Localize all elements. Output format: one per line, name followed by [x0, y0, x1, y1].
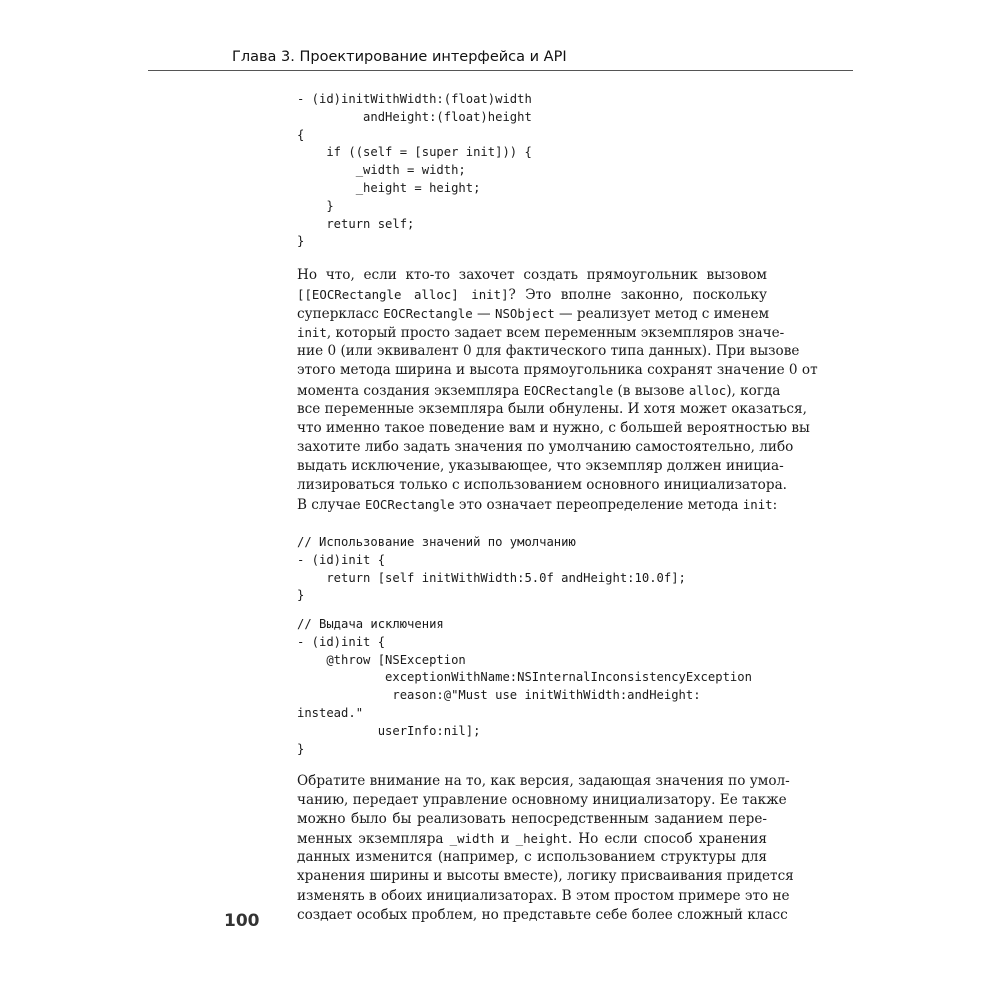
- code-line: _height = height;: [297, 180, 481, 195]
- text-run: что именно такое поведение вам и нужно, с большей вероятностью вы: [297, 419, 810, 436]
- text-run: этого метода ширина и высота прямоугольника сохранят значение 0 от: [297, 362, 818, 379]
- text-run: создает особых проблем, но представьте себе более сложный класс: [297, 906, 788, 923]
- text-line: [297, 887, 790, 906]
- text-run: захотите либо задать значения по умолчанию самостоятельно, либо: [297, 438, 794, 455]
- text-run: можно было бы реализовать непосредственным заданием пере-: [297, 811, 767, 828]
- header-rule: [148, 70, 853, 71]
- inline-code: init: [297, 325, 327, 341]
- text-run: ние 0 (или эквивалент 0 для фактического типа данных). При вызове: [297, 343, 800, 360]
- text-line: [297, 772, 790, 791]
- inline-code: init: [742, 497, 773, 513]
- text-run: ? Это вполне законно, поскольку: [508, 287, 767, 304]
- text-run: хранения ширины и высоты вместе), логику присваивания придется: [297, 868, 794, 885]
- inline-code: EOCRectangle: [383, 306, 473, 322]
- text-run: выдать исключение, указывающее, что экземпляр должен инициа-: [297, 457, 784, 474]
- code-line: }: [297, 588, 305, 603]
- inline-code: _width: [449, 831, 495, 847]
- code-line: }: [297, 741, 305, 756]
- code-line: if ((self = [super init])) {: [297, 145, 532, 160]
- page-number: 100: [224, 911, 260, 931]
- text-line: [297, 495, 778, 514]
- text-run: (в вызове: [613, 382, 689, 399]
- inline-code: alloc: [688, 382, 727, 398]
- code-block-init-with-width: [297, 91, 532, 251]
- text-run: и: [494, 831, 516, 848]
- inline-code: _height: [515, 831, 568, 847]
- text-run: Обратите внимание на то, как версия, задающая значения по умол-: [297, 773, 790, 789]
- code-line: reason:@"Must use initWithWidth:andHeight:: [297, 688, 701, 703]
- text-line: [297, 457, 784, 476]
- text-run: В случае: [297, 497, 366, 514]
- text-run: чанию, передает управление основному инициализатору. Ее также: [297, 792, 787, 809]
- inline-code: [[EOCRectangle alloc] init]: [297, 287, 509, 303]
- code-line: userInfo:nil];: [297, 723, 481, 738]
- code-line: return self;: [297, 216, 415, 231]
- text-line: [297, 791, 787, 810]
- code-line: _width = width;: [297, 163, 466, 178]
- text-line: [297, 361, 818, 380]
- text-line: [297, 810, 767, 829]
- text-line: [297, 476, 787, 495]
- code-line: }: [297, 198, 334, 213]
- code-line: - (id)init {: [297, 634, 386, 649]
- text-run: все переменные экземпляра были обнулены. И хотя может оказаться,: [297, 400, 807, 417]
- text-run: суперкласс: [297, 306, 384, 323]
- text-run: , который просто задает всем переменным экземпляров значе-: [326, 325, 785, 342]
- text-run: — реализует метод с именем: [554, 306, 770, 323]
- text-run: изменять в обоих инициализаторах. В этом простом примере это не: [297, 887, 790, 904]
- chapter-header: Глава 3. Проектирование интерфейса и API: [232, 49, 567, 65]
- code-line: - (id)init {: [297, 552, 386, 567]
- text-line: [297, 438, 794, 457]
- code-line: exceptionWithName:NSInternalInconsistencyException: [297, 670, 752, 685]
- text-line: [297, 381, 781, 400]
- text-line: [297, 342, 800, 361]
- text-run: лизироваться только с использованием основного инициализатора.: [297, 477, 787, 494]
- code-line: return [self initWithWidth:5.0f andHeight:10.0f];: [297, 570, 686, 585]
- code-line: instead.": [297, 705, 364, 720]
- inline-code: NSObject: [494, 306, 555, 322]
- code-line: {: [297, 127, 305, 142]
- text-run: менных экземпляра: [297, 831, 450, 848]
- code-line: andHeight:(float)height: [297, 109, 532, 124]
- text-line: [297, 848, 767, 867]
- code-line: }: [297, 234, 305, 249]
- code-block-exception: [297, 616, 752, 758]
- text-line: [297, 419, 810, 438]
- code-line: @throw [NSException: [297, 652, 466, 667]
- inline-code: EOCRectangle: [523, 382, 614, 398]
- text-run: ), когда: [726, 382, 781, 399]
- text-run: момента создания экземпляра: [297, 382, 524, 399]
- text-line: [297, 829, 767, 848]
- code-line: // Использование значений по умолчанию: [297, 535, 576, 549]
- text-run: . Но если способ хранения: [567, 831, 768, 848]
- text-run: :: [772, 497, 778, 514]
- code-block-default-values: [297, 534, 686, 605]
- inline-code: EOCRectangle: [365, 497, 455, 513]
- text-line: [297, 867, 794, 886]
- text-run: это означает переопределение метода: [454, 497, 743, 514]
- text-line: [297, 323, 785, 342]
- code-line: // Выдача исключения: [297, 617, 444, 631]
- text-line: [297, 266, 767, 285]
- text-run: —: [472, 306, 495, 323]
- text-run: Но что, если кто-то захочет создать прямоугольник вызовом: [297, 267, 767, 283]
- code-line: - (id)initWithWidth:(float)width: [297, 92, 532, 106]
- paragraph-default-init: [297, 266, 818, 514]
- text-run: данных изменится (например, с использованием структуры для: [297, 849, 767, 866]
- text-line: [297, 304, 770, 323]
- text-line: [297, 906, 788, 925]
- text-line: [297, 400, 807, 419]
- text-line: [297, 285, 767, 304]
- paragraph-note: [297, 772, 794, 925]
